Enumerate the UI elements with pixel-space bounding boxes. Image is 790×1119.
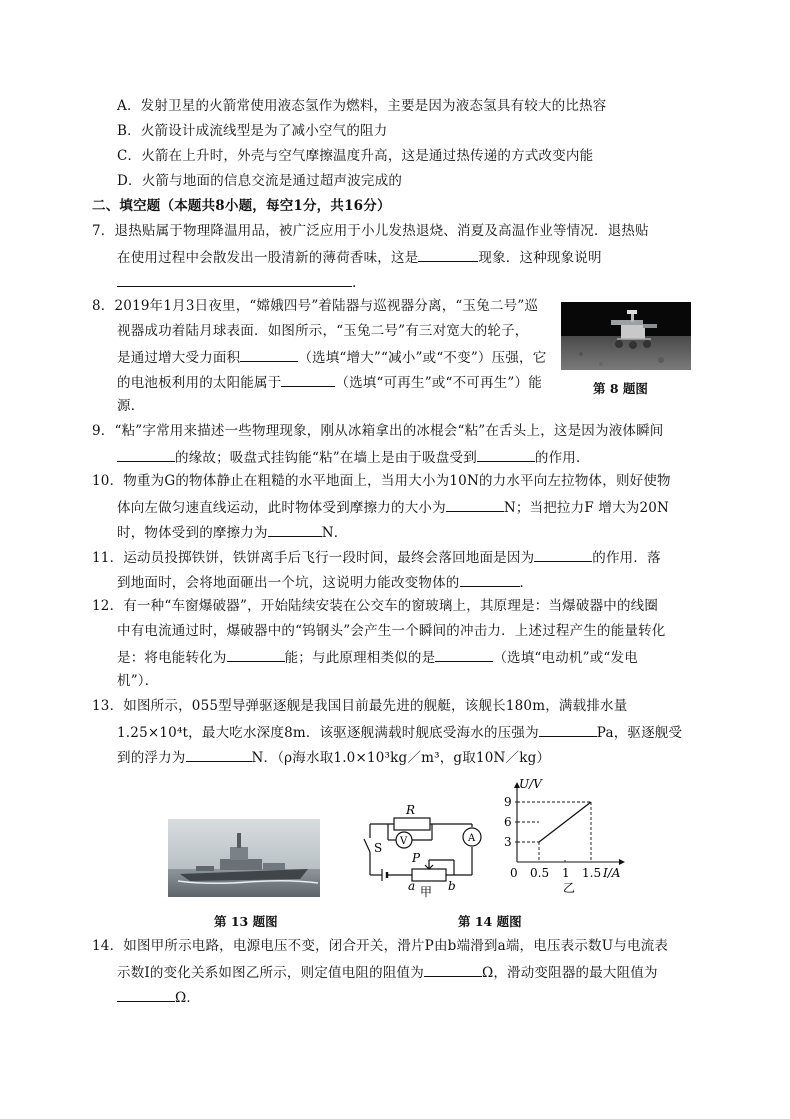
x-tick-1: 1: [562, 866, 570, 880]
q8-figure-caption: 第 8 题图: [593, 381, 648, 396]
q6-option-c: C．火箭在上升时，外壳与空气摩擦温度升高，这是通过热传递的方式改变内能: [117, 148, 594, 164]
answer-blank[interactable]: [240, 347, 298, 362]
q8-line-5: 源．: [117, 398, 145, 414]
q12-line-4: 机”）．: [117, 673, 159, 689]
answer-blank[interactable]: [424, 962, 482, 977]
answer-blank[interactable]: [477, 447, 535, 462]
q10-line-2: 体向左做匀速直线运动，此时物体受到摩擦力的大小为 N；当把拉力F 增大为20N: [117, 497, 669, 517]
q6-option-b: B．火箭设计成流线型是为了减小空气的阻力: [117, 123, 388, 139]
label-a-end: a: [408, 879, 416, 893]
label-s: S: [374, 841, 383, 855]
label-r: R: [406, 803, 416, 817]
ui-graph: [497, 776, 629, 898]
circuit-diagram: [354, 790, 494, 900]
answer-blank[interactable]: [227, 647, 285, 662]
graph-x-label: I/A: [603, 866, 621, 880]
q7-line-3: .: [117, 272, 357, 292]
answer-blank[interactable]: [281, 372, 335, 387]
answer-blank[interactable]: [534, 547, 592, 562]
q10-line-1: 10．物重为G的物体静止在粗糙的水平地面上，当用大小为10N的力水平向左拉物体，则好使物: [92, 473, 671, 489]
x-tick-0.5: 0.5: [530, 866, 550, 880]
lunar-rover-photo: [561, 302, 691, 370]
answer-blank[interactable]: [435, 647, 493, 662]
q8-line-3: 是通过增大受力面积 （选填“增大”“减小”或“不变”）压强，它: [117, 347, 546, 367]
q13-line-2: 1.25×10⁴t，最大吃水深度8m．该驱逐舰满载时舰底受海水的压强为 Pa，驱逐舰受: [117, 722, 682, 742]
q7-line-1: 7．退热贴属于物理降温用品，被广泛应用于小儿发热退烧、消夏及高温作业等情况．退热贴: [92, 223, 649, 239]
y-tick-6: 6: [504, 815, 512, 829]
q10-line-3: 时，物体受到的摩擦力为 N．: [117, 522, 347, 542]
graph-y-label: U/V: [519, 777, 542, 791]
y-tick-3: 3: [504, 835, 512, 849]
answer-blank[interactable]: [268, 522, 322, 537]
q11-line-1: 11．运动员投掷铁饼，铁饼离手后飞行一段时间，最终会落回地面是因为 的作用．落: [92, 547, 661, 567]
q7-line-2: 在使用过程中会散发出一股清新的薄荷香味，这是 现象．这种现象说明: [117, 247, 602, 267]
label-p: P: [412, 851, 421, 865]
q12-line-3: 是：将电能转化为 能；与此原理相类似的是 （选填“电动机”或“发电: [117, 647, 638, 667]
answer-blank[interactable]: [186, 747, 252, 762]
q14-figure-caption: 第 14 题图: [458, 914, 522, 929]
label-jia: 甲: [420, 885, 433, 899]
q13-line-3: 到的浮力为 N．（ρ海水取1.0×10³kg／m³，g取10N／kg）: [117, 747, 550, 767]
q9-line-1: 9．“粘”字常用来描述一些物理现象，刚从冰箱拿出的冰棍会“粘”在舌头上，这是因为液体瞬间: [92, 423, 664, 439]
answer-blank[interactable]: [539, 722, 597, 737]
label-a: A: [468, 833, 476, 844]
y-tick-9: 9: [504, 795, 512, 809]
answer-blank[interactable]: [460, 572, 520, 587]
q14-line-1: 14．如图甲所示电路，电源电压不变，闭合开关，滑片P由b端滑到a端，电压表示数U与电流表: [92, 938, 669, 954]
answer-blank[interactable]: [418, 247, 478, 262]
q14-line-3: Ω．: [117, 987, 200, 1007]
label-yi: 乙: [563, 881, 576, 895]
x-tick-1.5: 1.5: [582, 866, 602, 880]
label-v: V: [400, 836, 408, 847]
q11-line-2: 到地面时，会将地面砸出一个坑，这说明力能改变物体的 ．: [117, 572, 533, 592]
answer-blank[interactable]: [117, 987, 175, 1002]
destroyer-photo: [168, 819, 320, 897]
section-heading: 二、填空题（本题共8小题，每空1分，共16分）: [92, 198, 391, 214]
q9-line-2: 的缘故；吸盘式挂钩能“粘”在墙上是由于吸盘受到 的作用．: [117, 447, 590, 467]
q8-line-1: 8．2019年1月3日夜里，“嫦娥四号”着陆器与巡视器分离，“玉兔二号”巡: [92, 298, 539, 314]
label-b-end: b: [448, 879, 456, 893]
q13-figure-caption: 第 13 题图: [214, 914, 278, 929]
q12-line-2: 中有电流通过时，爆破器中的“钨钢头”会产生一个瞬间的冲击力．上述过程产生的能量转化: [117, 623, 666, 639]
q6-option-a: A．发射卫星的火箭常使用液态氢作为燃料，主要是因为液态氢具有较大的比热容: [117, 98, 607, 114]
q8-line-2: 视器成功着陆月球表面．如图所示，“玉兔二号”有三对宽大的轮子，: [117, 323, 529, 339]
graph-origin: 0: [510, 866, 518, 880]
ui-line: [539, 802, 591, 842]
answer-blank[interactable]: [117, 447, 175, 462]
answer-blank[interactable]: [446, 497, 504, 512]
q6-option-d: D．火箭与地面的信息交流是通过超声波完成的: [117, 173, 403, 189]
q8-line-4: 的电池板利用的太阳能属于 （选填“可再生”或“不可再生”）能: [117, 372, 542, 392]
q13-line-1: 13．如图所示，055型导弹驱逐舰是我国目前最先进的舰艇，该舰长180m，满载排水量: [92, 698, 628, 714]
q14-line-2: 示数I的变化关系如图乙所示，则定值电阻的阻值为 Ω，滑动变阻器的最大阻值为: [117, 962, 658, 982]
answer-blank[interactable]: [117, 272, 352, 287]
q12-line-1: 12．有一种“车窗爆破器”，开始陆续安装在公交车的窗玻璃上，其原理是：当爆破器中的线圈: [92, 598, 659, 614]
